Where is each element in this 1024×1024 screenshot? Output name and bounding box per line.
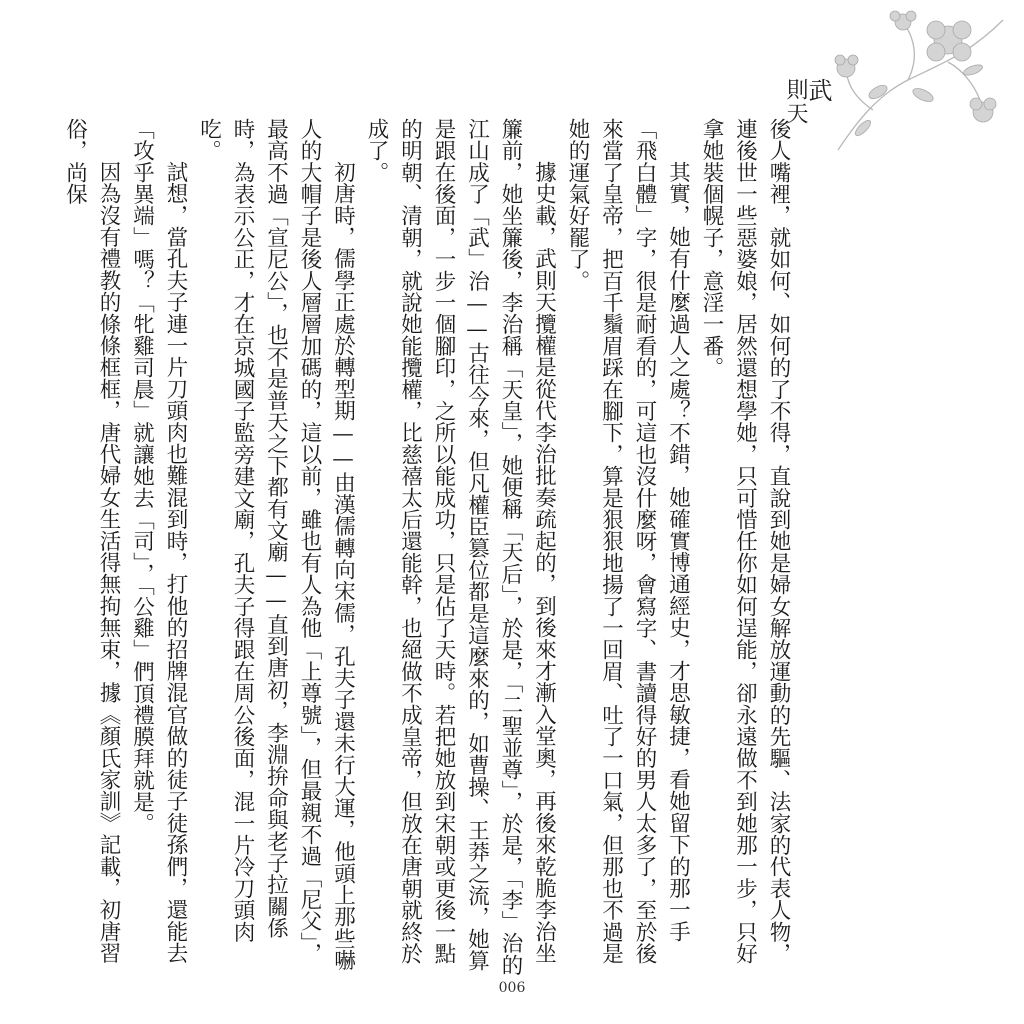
- paragraph-6: 因為沒有禮教的條條框框，唐代婦女生活得無拘無束，據《顏氏家訓》記載，初唐習俗，尚保: [62, 118, 121, 964]
- running-head-line1: 武: [804, 78, 832, 104]
- running-head-line2: 則天: [783, 78, 808, 126]
- paragraph-2: 其實，她有什麼過人之處？不錯，她確實博通經史，才思敏捷，看她留下的那一手「飛白體」字，很是耐看的，可這也沒什麼呀，會寫字、書讀得好的男人太多了，至於後來當了皇帝，把百千鬚眉踩在腳下，算是狠狠地揚了一回眉、吐了一口氣，但那也不過是她的運氣好罷了。: [565, 118, 691, 965]
- paragraph-5: 試想，當孔夫子連一片刀頭肉也難混到時，打他的招牌混官做的徒子徒孫們，還能去「攻乎異端」嗎？「牝雞司晨」就讓她去「司」，「公雞」們頂禮膜拜就是。: [129, 118, 188, 964]
- paragraph-3: 據史載，武則天攬權是從代李治批奏疏起的，到後來才漸入堂奧，再後來乾脆李治坐簾前，她坐簾後，李治稱「天皇」，她便稱「天后」，於是，「二聖並尊」，於是，「李」治的江山成了「武」治——古往今來，但凡權臣篡位都是這麼來的，如曹操、王莽之流，她算是跟在後面，一步一個腳印，之所以能成功，只是佔了天時。若把她放到宋朝或更後一點的明朝、清朝，就說她能攬權，比慈禧太后還能幹，也絕做不成皇帝，但放在唐朝就終於成了。: [364, 118, 557, 976]
- paragraph-4: 初唐時，儒學正處於轉型期——由漢儒轉向宋儒，孔夫子還未行大運，他頭上那些嚇人的大帽子是後人層層加碼的，這以前，雖也有人為他「上尊號」，但最親不過「尼父」，最高不過「宣尼公」，也不是普天之下都有文廟——直到唐初，李淵拚命與老子拉關係時，為表示公正，才在京城國子監旁建文廟，孔夫子得跟在周公後面，混一片冷刀頭肉吃。: [196, 118, 356, 971]
- body-text: [62, 118, 795, 978]
- paragraph-1: 後人嘴裡，就如何、如何的了不得，直說到她是婦女解放運動的先驅、法家的代表人物，連後世一些惡婆娘，居然還想學她，只可惜任你如何逞能，卻永遠做不到她那一步，只好拿她裝個幌子，意淫一番。: [699, 118, 791, 965]
- page-number: 006: [498, 980, 526, 996]
- running-head: [783, 78, 832, 126]
